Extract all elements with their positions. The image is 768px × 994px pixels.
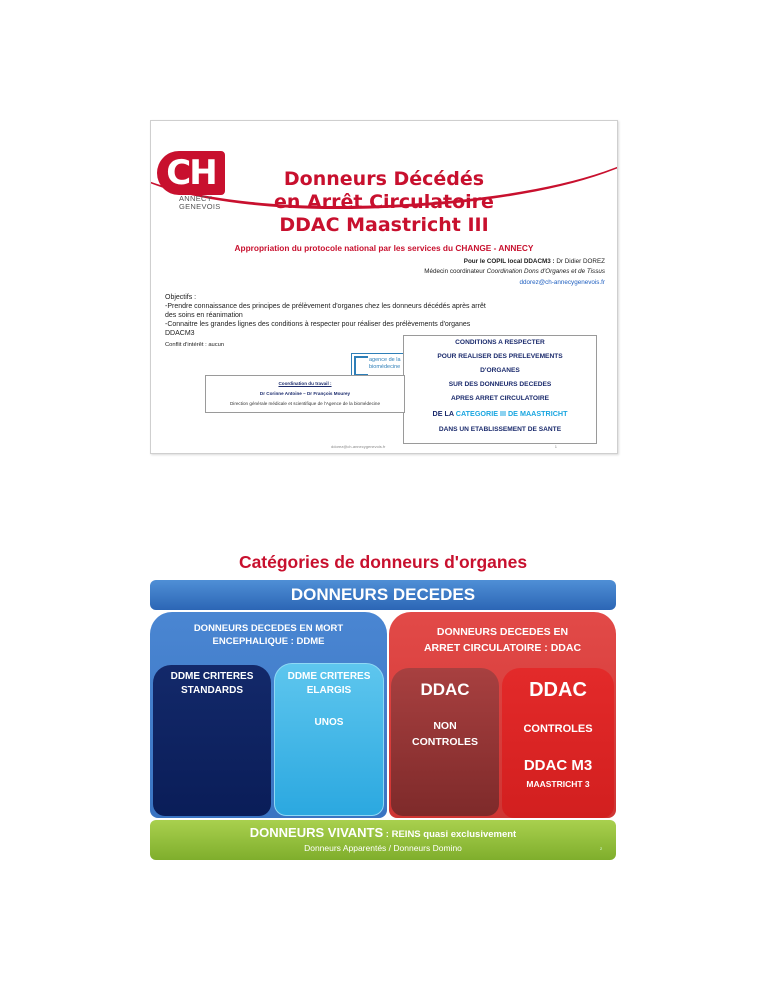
agence-biomedecine-logo [351,353,405,377]
objectives-line-2: -Prendre connaissance des principes de prélèvement d'organes chez les donneurs décédés après arrêt [165,303,486,310]
ddac-nc-title: DDAC [420,680,470,699]
living-title: DONNEURS VIVANTS [249,825,384,840]
ddac-header-line-2: ARRET CIRCULATOIRE : DDAC [423,642,582,654]
living-donors-title [150,825,616,840]
objectives-line-1: Objectifs : [165,294,197,301]
conflict-statement: Conflit d'intérêt : aucun [165,342,225,348]
conditions-line-7: DANS UN ETABLISSEMENT DE SANTE [438,426,562,433]
slide-1 [150,120,618,454]
elarg-line-2: ELARGIS [306,685,352,696]
nc-line-1: NON [433,720,457,732]
author-name: Dr Didier DOREZ [554,258,605,265]
author-title: Médecin coordinateur [424,268,487,275]
author-service: Coordination Dons d'Organes et de Tissus [486,268,605,275]
std-line-1: DDME CRITERES [170,671,254,682]
slide-1-footer: ddorez@ch-annecygenevois.fr [331,444,386,449]
ddac-header-line-1: DONNEURS DECEDES EN [436,626,569,638]
std-line-2: STANDARDS [180,685,244,696]
conditions-line-6 [404,409,596,418]
living-donors-sub: Donneurs Apparentés / Donneurs Domino [304,843,462,853]
coordination-box [205,375,405,413]
conditions-line-5: APRES ARRET CIRCULATOIRE [450,395,550,402]
ddme-elargis-label [274,670,384,698]
ddme-standard-label [153,670,271,698]
ddac-header [389,624,616,656]
ddme-header-line-1: DONNEURS DECEDES EN MORT [193,623,344,634]
conditions-box [403,335,597,444]
unos-label: UNOS [314,717,344,728]
coordination-direction: Direction générale médicale et scientifique de l'Agence de la biomédecine [229,401,380,406]
abm-logo-mark [354,356,368,376]
coordination-heading: Coordination du travail : [278,381,332,386]
slide-2-title: Catégories de donneurs d'organes [238,552,528,572]
logo-line-2: GENEVOIS [179,202,221,211]
title-line-2: en Arrêt Circulatoire [274,191,494,213]
conditions-line-2: POUR REALISER DES PRELEVEMENTS [437,353,563,360]
ddme-header [150,622,387,648]
abm-logo-text [369,357,401,371]
nc-line-2: CONTROLES [412,736,478,748]
elarg-line-1: DDME CRITERES [287,671,371,682]
objectives-line-3: des soins en réanimation [165,312,243,319]
ddme-header-line-2: ENCEPHALIQUE : DDME [212,636,325,647]
conditions-line-3: D'ORGANES [480,367,520,374]
conditions-category: CATEGORIE III DE MAASTRICHT [455,409,568,418]
deceased-donors-bar: DONNEURS DECEDES [150,580,616,610]
objectives-line-5: DDACM3 [165,330,195,337]
author-line-2 [424,268,605,275]
ddac-m3-title: DDAC M3 [523,757,593,774]
subtitle: Appropriation du protocole national par les services du CHANGE - ANNECY [234,243,534,253]
conditions-prefix: DE LA [432,409,456,418]
living-suffix: : REINS quasi exclusivement [383,829,517,840]
ddac-m3-label: MAASTRICHT 3 [526,779,590,789]
logo-line-1: ANNECY [179,194,213,203]
author-line-1 [464,258,605,265]
conditions-line-4: SUR DES DONNEURS DECEDES [448,381,552,388]
logo-letters: CH [157,151,225,195]
ddac-nc-label [391,718,499,750]
author-role: Pour le COPIL local DDACM3 : [463,258,555,265]
ddac-c-title: DDAC [529,679,587,701]
abm-line-2: biomédecine [369,364,401,370]
slide-1-page-number: 1 [554,444,557,449]
title-line-1: Donneurs Décédés [283,168,485,190]
objectives-line-4: -Connaitre les grandes lignes des conditions à respecter pour réaliser des prélèvements d'organes [165,321,471,328]
coordination-names: Dr Corinne Antoine – Dr François Mourey [259,391,351,396]
abm-line-1: agence de la [369,357,401,363]
conditions-line-1: CONDITIONS A RESPECTER [455,339,545,346]
author-email[interactable]: ddorez@ch-annecygenevois.fr [519,279,605,286]
slide-2-page-number: 2 [600,846,603,851]
ddac-c-label: CONTROLES [523,723,593,735]
title-line-3: DDAC Maastricht III [279,214,489,236]
